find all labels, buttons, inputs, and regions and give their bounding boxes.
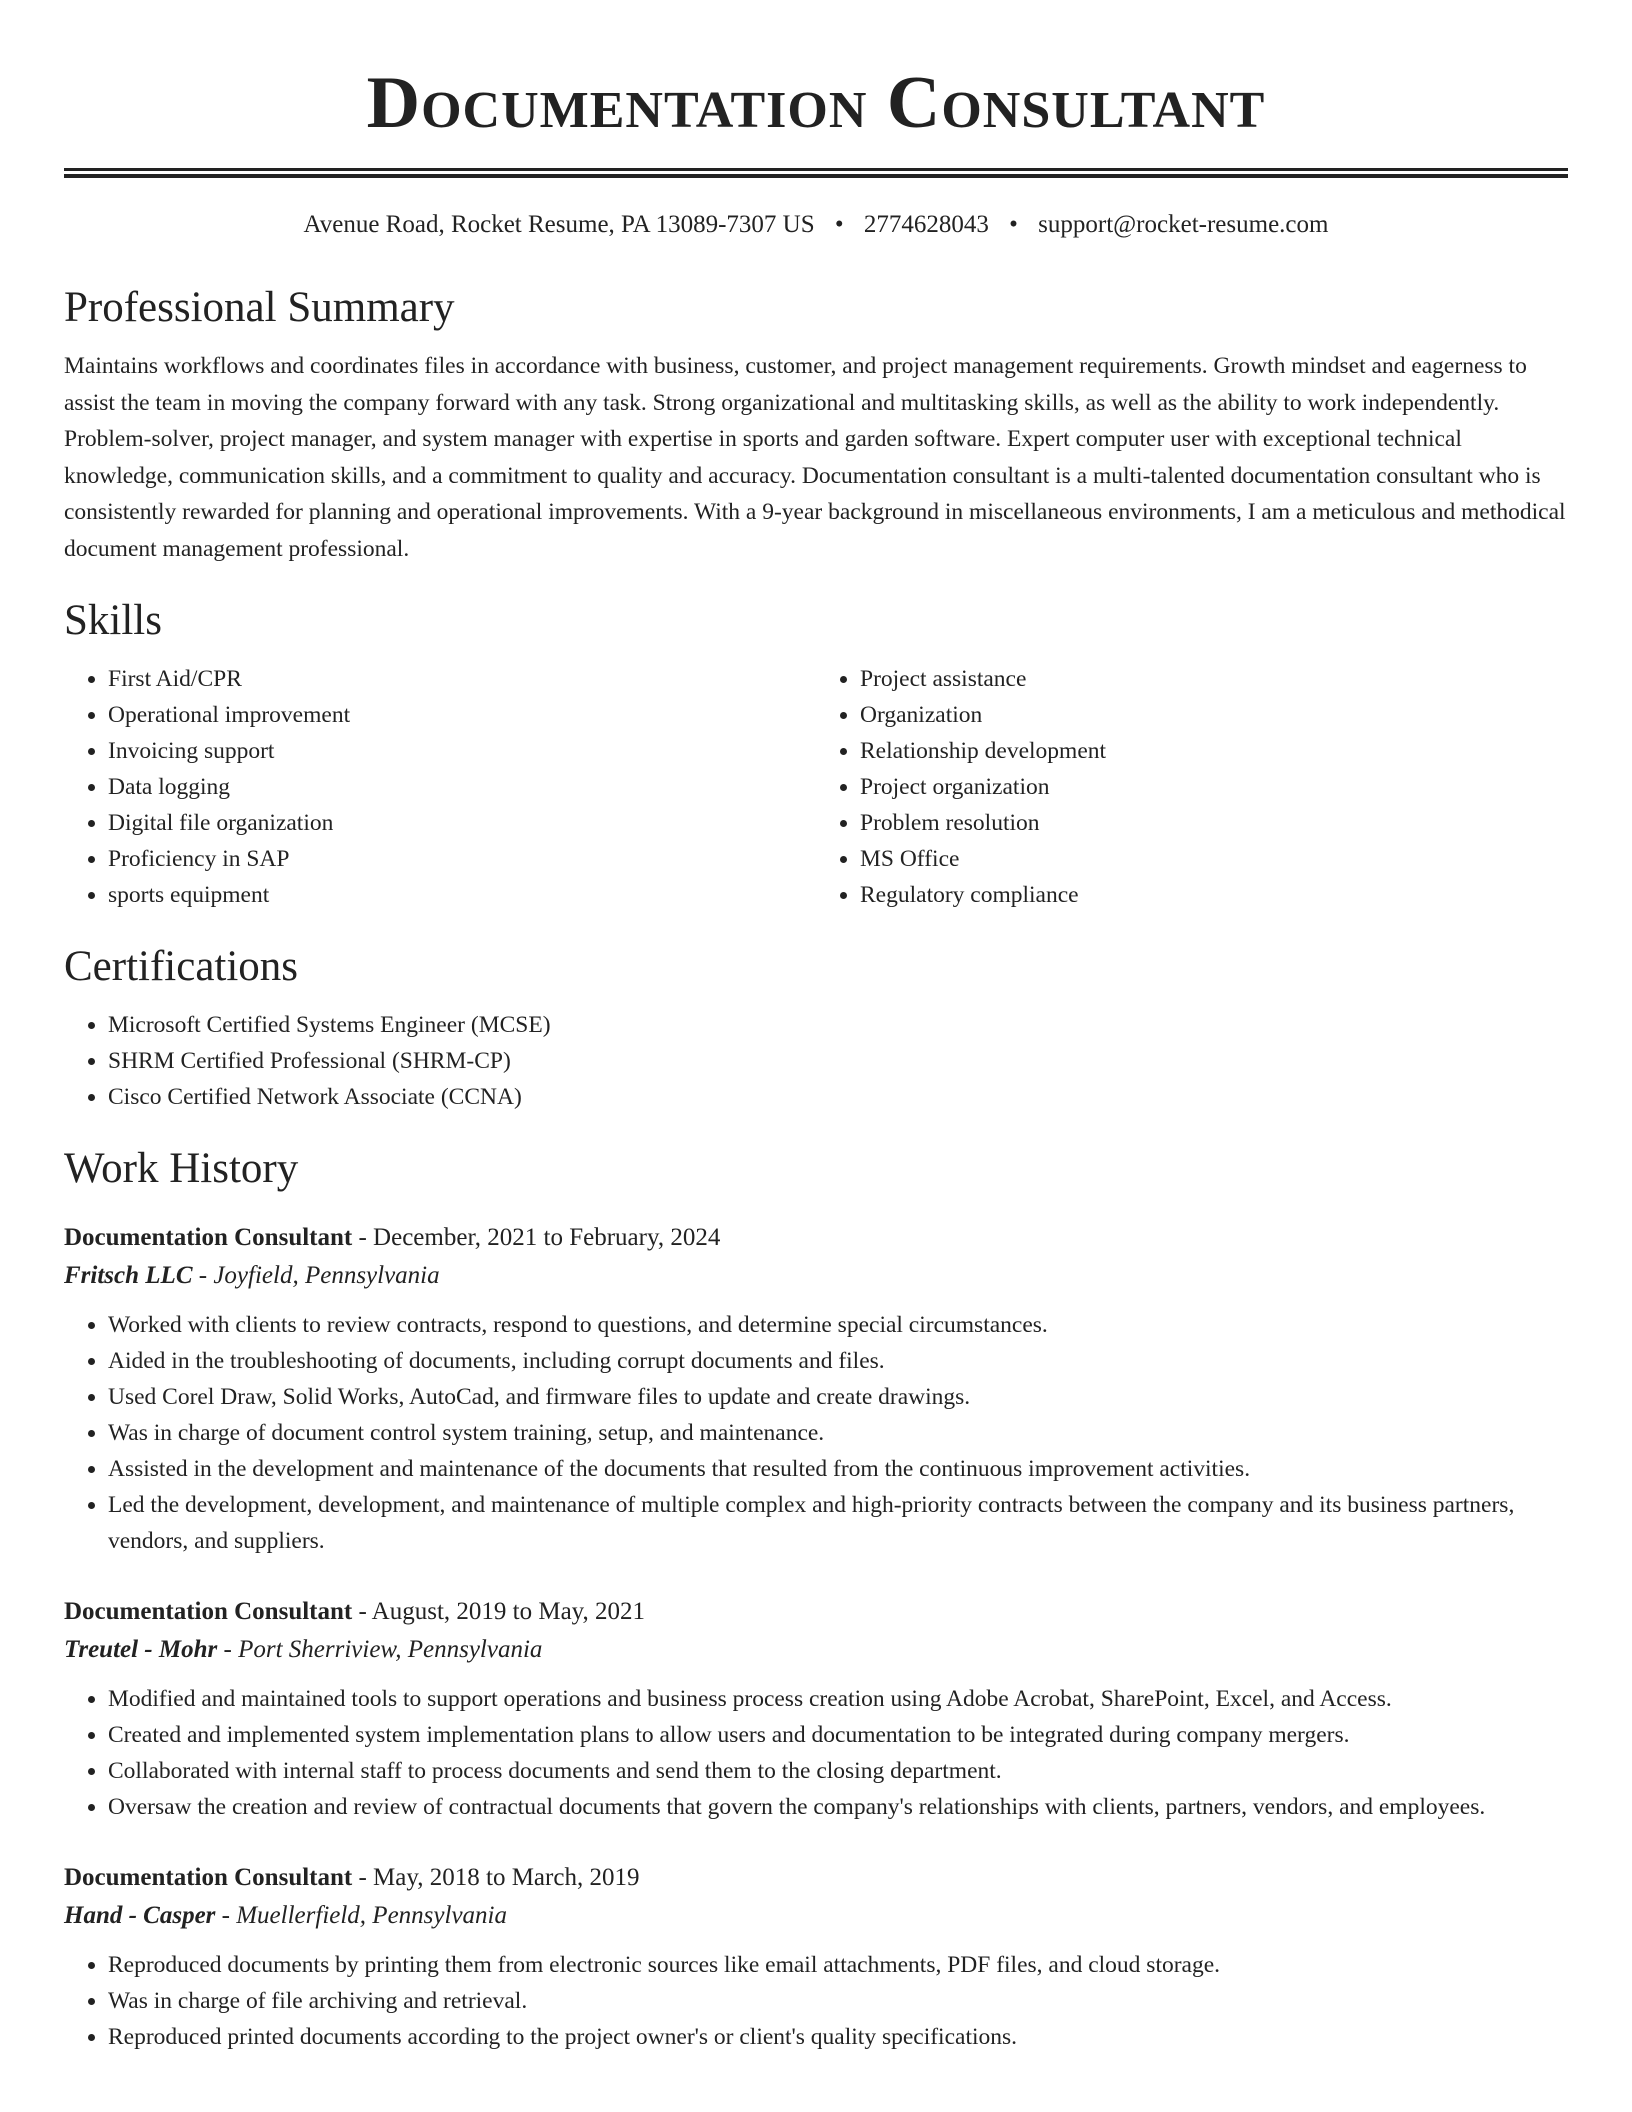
skills-list <box>64 661 1568 913</box>
summary-heading: Professional Summary <box>64 284 455 331</box>
skill-item: • First Aid/CPR <box>108 661 816 697</box>
job-title-line <box>64 1219 1568 1257</box>
skills-left-column <box>64 661 816 913</box>
job-bullet: • Created and implemented system implementation plans to allow users and documentation to be integrated during company mergers. <box>108 1717 1568 1753</box>
skill-item: • Regulatory compliance <box>860 877 1568 913</box>
job-bullet: • Was in charge of document control system training, setup, and maintenance. <box>108 1415 1568 1451</box>
header-divider <box>64 168 1568 178</box>
job-entry <box>64 1859 1568 2055</box>
work-history-heading: Work History <box>64 1145 299 1192</box>
job-company: Treutel - Mohr <box>64 1636 218 1663</box>
skill-item: • Proficiency in SAP <box>108 841 816 877</box>
job-bullet: • Reproduced printed documents according to the project owner's or client's quality specifications. <box>108 2019 1568 2055</box>
job-bullet: • Used Corel Draw, Solid Works, AutoCad, and firmware files to update and create drawings. <box>108 1379 1568 1415</box>
skill-item: • Project assistance <box>860 661 1568 697</box>
job-title: Documentation Consultant <box>64 1864 353 1891</box>
skill-item: • Organization <box>860 697 1568 733</box>
skill-item: • Operational improvement <box>108 697 816 733</box>
job-bullet: • Modified and maintained tools to support operations and business process creation using Adobe Acrobat, SharePoint, Excel, and Access. <box>108 1681 1568 1717</box>
contact-address: Avenue Road, Rocket Resume, PA 13089-7307 US <box>303 211 815 238</box>
certifications-heading: Certifications <box>64 943 299 990</box>
skills-right-column <box>816 661 1568 913</box>
job-title-line <box>64 1859 1568 1897</box>
skills-heading: Skills <box>64 597 162 644</box>
skill-item: • Data logging <box>108 769 816 805</box>
job-dates: - August, 2019 to May, 2021 <box>352 1598 646 1625</box>
job-dates: - May, 2018 to March, 2019 <box>352 1864 640 1891</box>
certification-item: • Microsoft Certified Systems Engineer (MCSE) <box>108 1007 1568 1043</box>
job-bullet: • Aided in the troubleshooting of documents, including corrupt documents and files. <box>108 1343 1568 1379</box>
certification-item: • SHRM Certified Professional (SHRM-CP) <box>108 1043 1568 1079</box>
skill-item: • Relationship development <box>860 733 1568 769</box>
job-location: - Joyfield, Pennsylvania <box>192 1262 440 1289</box>
certification-item: • Cisco Certified Network Associate (CCNA) <box>108 1079 1568 1115</box>
job-bullet: • Was in charge of file archiving and retrieval. <box>108 1983 1568 2019</box>
job-bullets <box>64 1307 1568 1559</box>
skill-item: • sports equipment <box>108 877 816 913</box>
job-bullet: • Worked with clients to review contracts, respond to questions, and determine special circumstances. <box>108 1307 1568 1343</box>
job-bullets <box>64 1681 1568 1825</box>
summary-text: Maintains workflows and coordinates files in accordance with business, customer, and project management requirements. Growth mindset and eagerness to assist the team in moving the company forward with any task. Strong organizational and multitasking skills, as well as the ability to work independently. Problem-solver, project manager, and system manager with expertise in sports and garden software. Expert computer user with exceptional technical knowledge, communication skills, and a commitment to quality and accuracy. Documentation consultant is a multi-talented documentation consultant who is consistently rewarded for planning and operational improvements. With a 9-year background in miscellaneous environments, I am a meticulous and methodical document management professional. <box>64 353 1566 562</box>
contact-phone: 2774628043 <box>863 211 989 238</box>
job-company-line <box>64 1257 1568 1295</box>
contact-separator: • <box>1009 211 1018 238</box>
skill-item: • Project organization <box>860 769 1568 805</box>
contact-email: support@rocket-resume.com <box>1038 211 1329 238</box>
skill-item: • MS Office <box>860 841 1568 877</box>
contact-line <box>64 208 1568 242</box>
job-title: Documentation Consultant <box>64 1224 353 1251</box>
job-bullet: • Collaborated with internal staff to process documents and send them to the closing department. <box>108 1753 1568 1789</box>
contact-separator: • <box>834 211 844 238</box>
job-location: - Muellerfield, Pennsylvania <box>215 1902 507 1929</box>
job-bullet: • Led the development, development, and maintenance of multiple complex and high-priority contracts between the company and its business partners, vendors, and suppliers. <box>108 1487 1568 1559</box>
job-company: Fritsch LLC <box>64 1262 193 1289</box>
skill-item: • Invoicing support <box>108 733 816 769</box>
job-entry <box>64 1219 1568 1559</box>
job-bullet: • Reproduced documents by printing them from electronic sources like email attachments, PDF files, and cloud storage. <box>108 1947 1568 1983</box>
job-bullet: • Oversaw the creation and review of contractual documents that govern the company's relationships with clients, partners, vendors, and employees. <box>108 1789 1568 1825</box>
job-company-line <box>64 1631 1568 1669</box>
job-title-line <box>64 1593 1568 1631</box>
job-company-line <box>64 1897 1568 1935</box>
job-dates: - December, 2021 to February, 2024 <box>352 1224 721 1251</box>
certifications-list <box>64 1007 1568 1115</box>
job-bullet: • Assisted in the development and maintenance of the documents that resulted from the continuous improvement activities. <box>108 1451 1568 1487</box>
job-bullets <box>64 1947 1568 2055</box>
job-entry <box>64 1593 1568 1825</box>
job-title: Documentation Consultant <box>64 1598 353 1625</box>
resume-name: Documentation Consultant <box>366 62 1266 144</box>
job-company: Hand - Casper <box>64 1902 216 1929</box>
skill-item: • Digital file organization <box>108 805 816 841</box>
job-location: - Port Sherriview, Pennsylvania <box>217 1636 543 1663</box>
skill-item: • Problem resolution <box>860 805 1568 841</box>
